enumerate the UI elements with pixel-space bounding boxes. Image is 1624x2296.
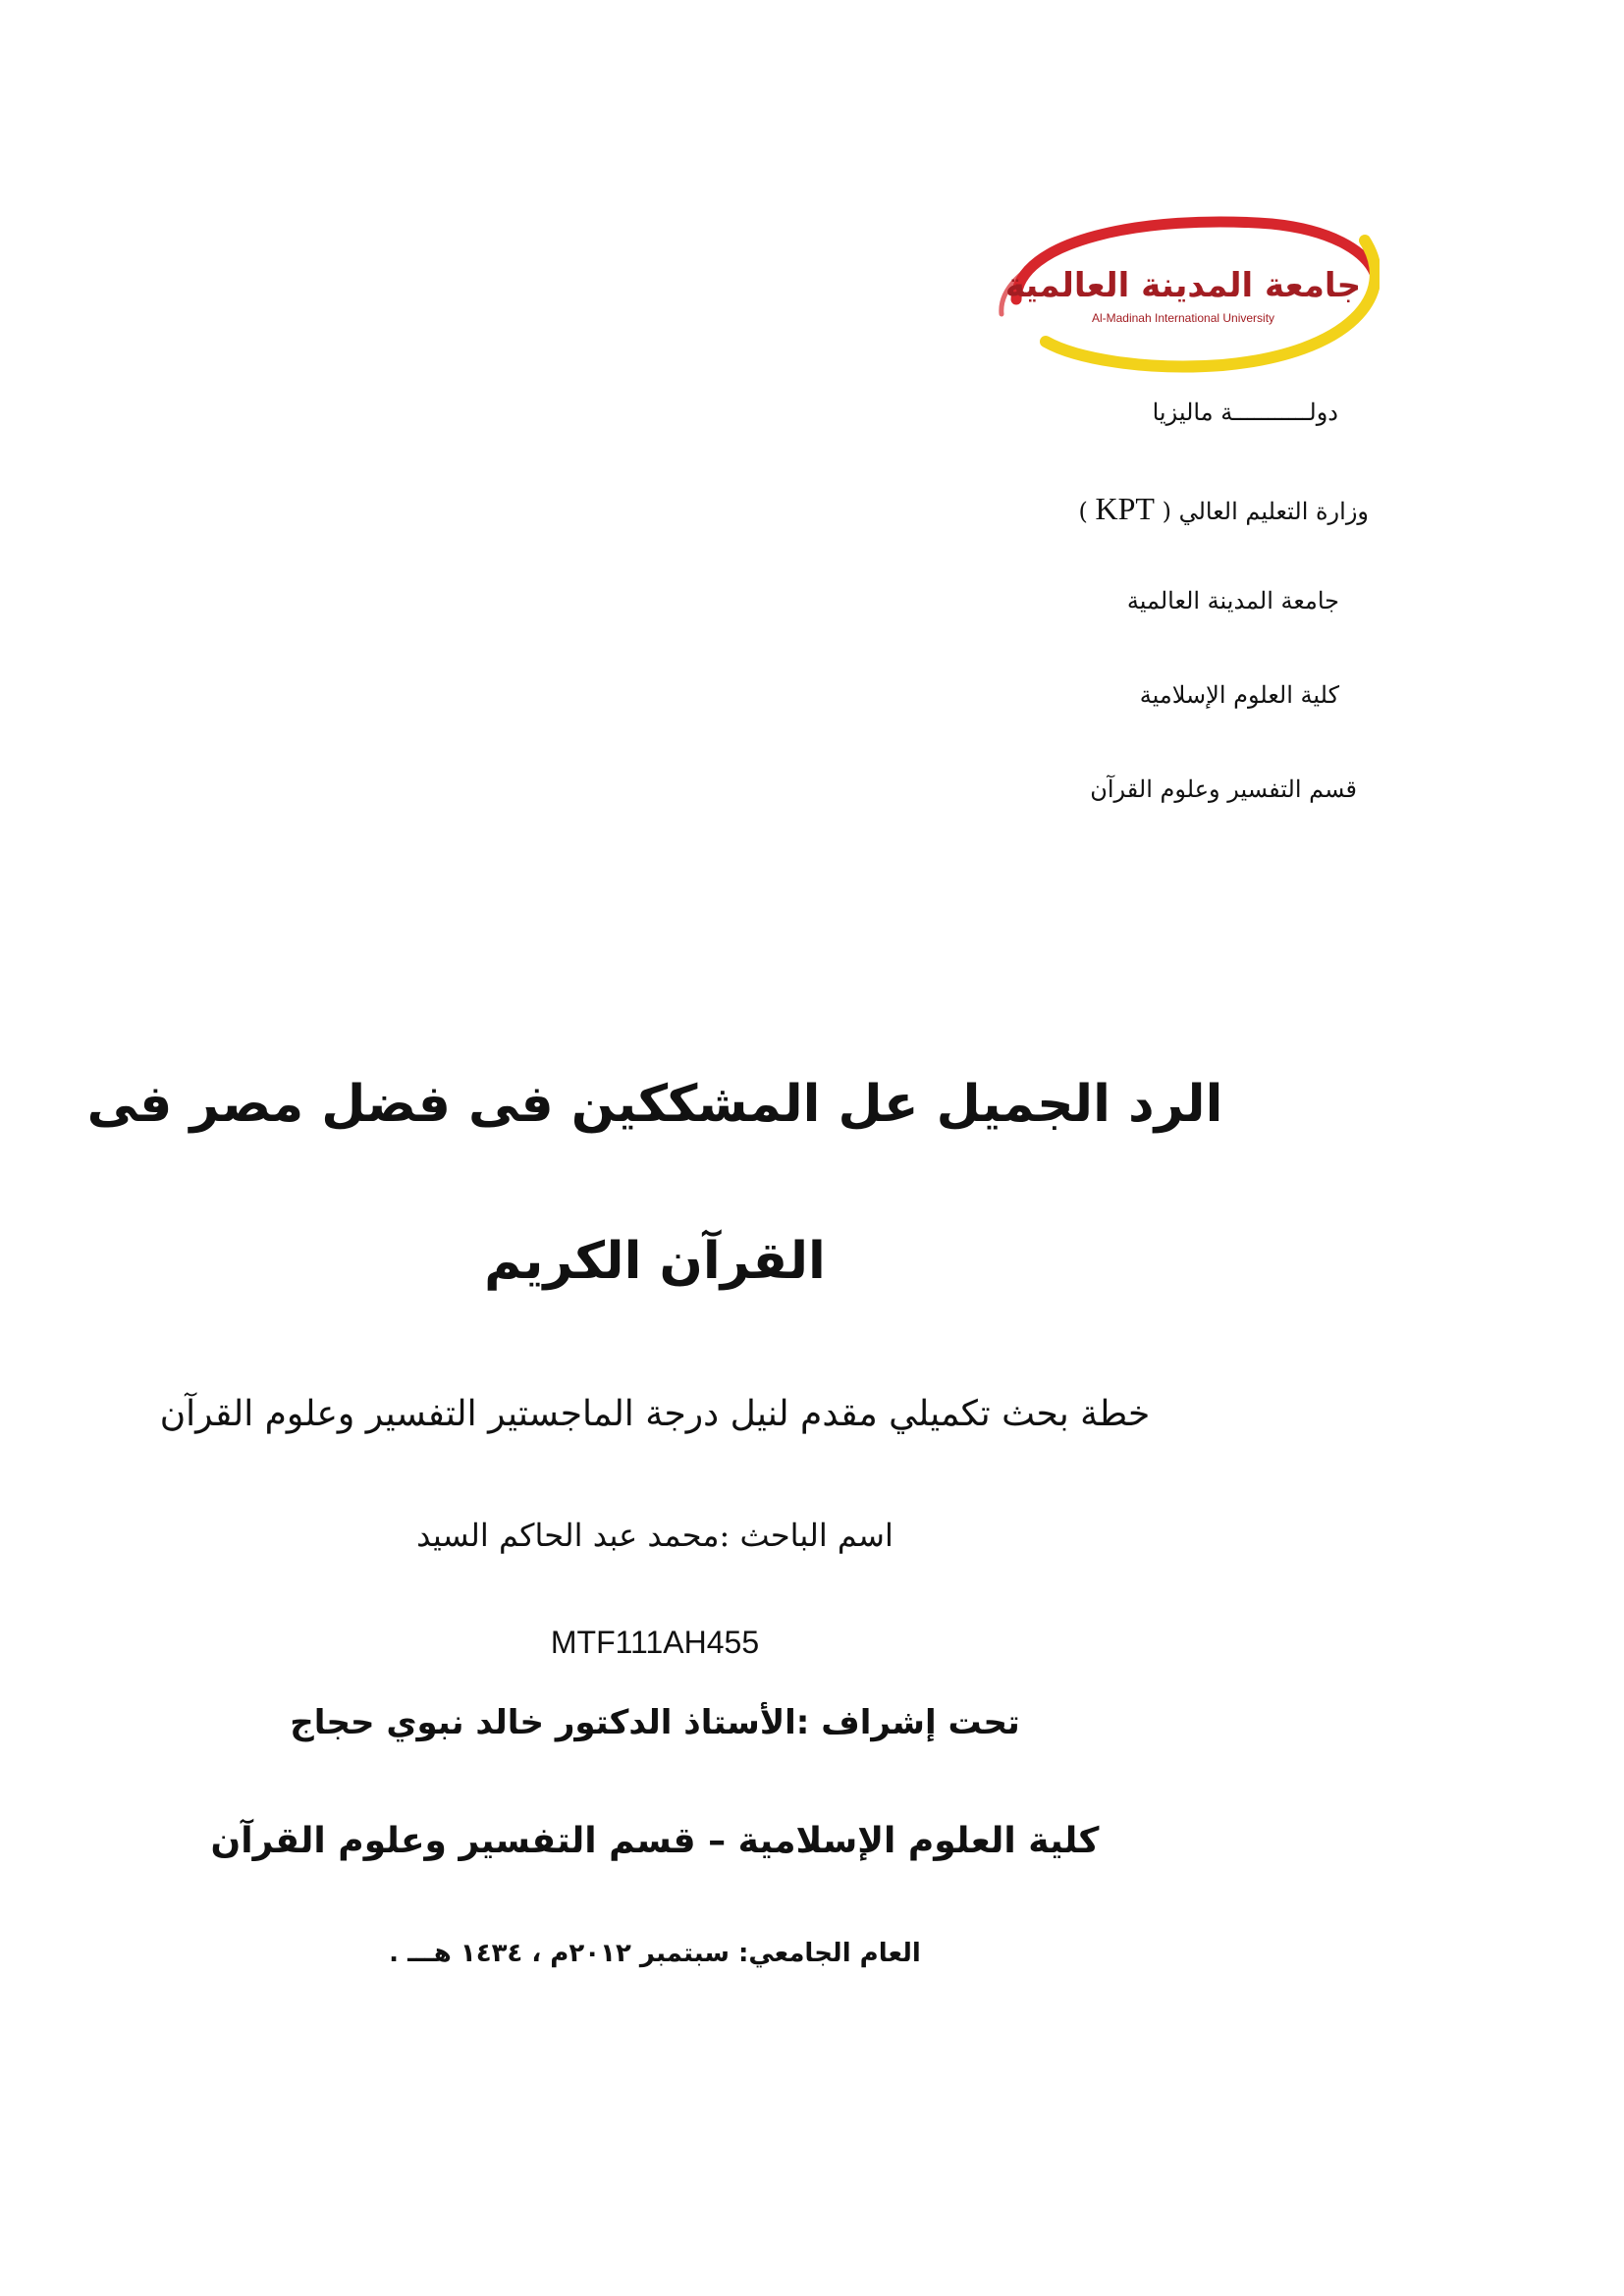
university-line: جامعة المدينة العالمية xyxy=(1126,587,1339,614)
ministry-close-paren: ) xyxy=(1078,498,1088,525)
ministry-abbreviation: KPT xyxy=(1095,491,1155,526)
country-line: دولـــــــــــة ماليزيا xyxy=(1152,399,1338,426)
faculty-line: كلية العلوم الإسلامية xyxy=(1139,681,1339,709)
ministry-line xyxy=(1078,491,1369,527)
researcher-name-line: اسم الباحث :محمد عبد الحاكم السيد xyxy=(416,1517,893,1554)
thesis-title-line-2: القرآن الكريم xyxy=(484,1232,826,1291)
university-logo xyxy=(977,206,1380,373)
ministry-open-paren: ( xyxy=(1162,498,1171,525)
faculty-department-line: كلية العلوم الإسلامية – قسم التفسير وعلوم القرآن xyxy=(210,1821,1100,1861)
supervisor-line: تحت إشراف :الأستاذ الدكتور خالد نبوي حجاج xyxy=(290,1703,1020,1742)
academic-year-line: العام الجامعي: سبتمبر ٢٠١٢م ، ١٤٣٤ هـــ . xyxy=(389,1939,921,1968)
department-line: قسم التفسير وعلوم القرآن xyxy=(1090,775,1357,803)
university-logo-graphic xyxy=(977,206,1380,373)
thesis-title-line-1: الرد الجميل عل المشككين فى فضل مصر فى xyxy=(86,1075,1223,1134)
logo-arabic-name: جامعة المدينة العالمية xyxy=(1004,266,1362,305)
logo-english-name: Al-Madinah International University xyxy=(1091,311,1275,325)
student-id: MTF111AH455 xyxy=(550,1625,760,1660)
ministry-name: وزارة التعليم العالي xyxy=(1178,498,1369,525)
research-plan-line: خطة بحث تكميلي مقدم لنيل درجة الماجستير التفسير وعلوم القرآن xyxy=(159,1394,1151,1434)
